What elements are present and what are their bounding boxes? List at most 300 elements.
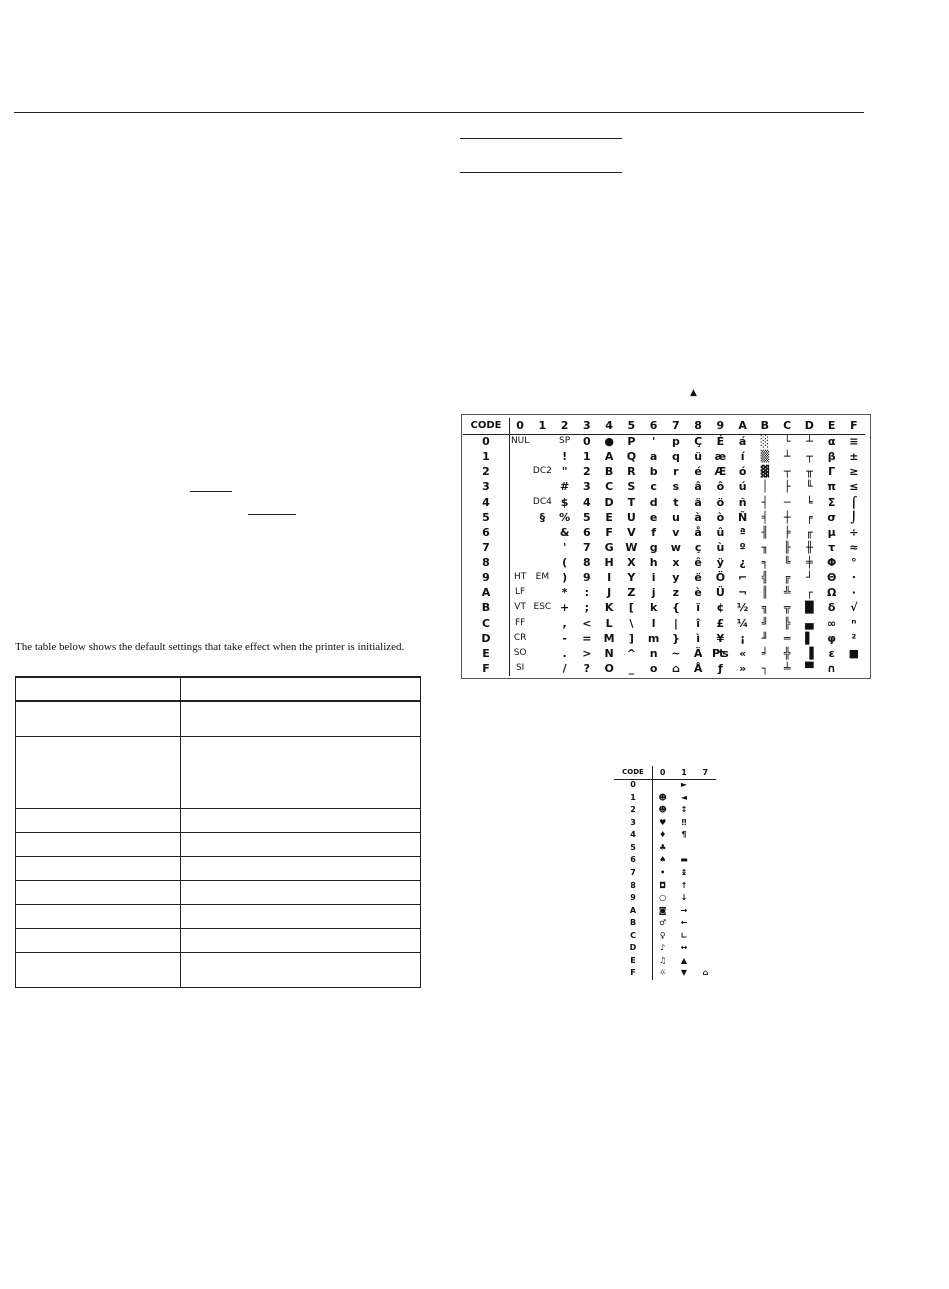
char-cell: k: [649, 601, 658, 615]
char-cell: ▓: [760, 465, 770, 479]
char-cell: ╣: [761, 571, 769, 585]
char-cell: ║: [761, 586, 769, 600]
char-cell: .: [562, 646, 567, 660]
char-cell: LF: [515, 587, 526, 598]
char-cell: <: [582, 616, 592, 630]
char-cell: _: [628, 661, 635, 675]
char-cell: ↨: [680, 867, 688, 877]
char-cell: ù: [716, 540, 725, 554]
blank-line-1: [460, 138, 622, 139]
char-cell: o: [649, 661, 658, 675]
char-cell: a: [649, 450, 658, 464]
char-cell: (: [562, 556, 568, 569]
column-header-2: 2: [560, 419, 569, 432]
char-cell: ►: [680, 780, 688, 789]
char-cell: [: [628, 601, 634, 615]
char-cell: ⌡: [850, 510, 858, 524]
char-cell: ': [562, 540, 567, 554]
char-cell: ♣: [659, 842, 667, 852]
char-cell: %: [559, 510, 571, 524]
char-cell: &: [559, 525, 570, 539]
char-cell: ╕: [761, 556, 769, 569]
row-code-c: C: [481, 616, 491, 630]
char-cell: ä: [694, 495, 702, 509]
row-code-7: 7: [482, 540, 490, 554]
char-cell: ▼: [680, 968, 688, 978]
char-cell: p: [671, 435, 680, 448]
char-cell: R: [627, 465, 636, 479]
char-cell: ₧: [712, 646, 729, 660]
char-cell: u: [671, 510, 680, 524]
row-code-3: 3: [630, 817, 636, 827]
char-cell: ‼: [681, 817, 687, 827]
char-cell: W: [625, 540, 638, 554]
char-cell: ç: [694, 540, 702, 554]
char-cell: !: [562, 450, 568, 464]
table-row: [16, 832, 421, 856]
char-cell: +: [560, 601, 570, 615]
char-cell: ≤: [849, 480, 859, 494]
char-cell: ÷: [849, 525, 859, 539]
column-header-b: B: [760, 419, 770, 432]
char-cell: ö: [716, 495, 725, 509]
char-cell: ┴: [783, 450, 791, 464]
table-row: [16, 808, 421, 832]
char-cell: m: [647, 631, 660, 645]
column-header-f: F: [850, 419, 858, 432]
char-cell: Æ: [714, 465, 727, 479]
char-cell: ╒: [806, 510, 813, 524]
char-cell: ²: [851, 631, 857, 645]
char-cell: ♀: [659, 930, 666, 940]
char-cell: ╟: [783, 540, 791, 554]
row-code-9: 9: [630, 893, 636, 903]
char-cell: ∟: [680, 930, 688, 940]
char-cell: ╡: [761, 510, 769, 524]
row-code-b: B: [629, 918, 637, 928]
char-cell: F: [605, 525, 613, 539]
char-cell: ï: [696, 601, 701, 615]
row-code-c: C: [630, 930, 636, 940]
char-cell: ╙: [806, 480, 813, 494]
char-cell: à: [694, 510, 702, 524]
char-cell: ê: [694, 556, 702, 569]
char-cell: ○: [659, 893, 667, 903]
row-code-e: E: [482, 646, 490, 660]
char-cell: ': [651, 435, 656, 448]
row-code-f: F: [482, 661, 490, 675]
char-cell: Φ: [826, 556, 837, 569]
char-cell: r: [673, 465, 679, 479]
row-code-1: 1: [630, 792, 636, 802]
blank-line-3: [190, 491, 232, 492]
char-cell: ±: [849, 450, 859, 464]
char-cell: ●: [604, 435, 614, 448]
char-cell: n: [649, 646, 658, 660]
char-cell: ½: [736, 601, 749, 615]
char-cell: B: [604, 465, 614, 479]
char-cell: ô: [716, 480, 725, 494]
char-cell: ├: [783, 480, 791, 494]
char-cell: └: [783, 435, 791, 448]
char-cell: V: [627, 525, 636, 539]
char-cell: ═: [783, 631, 791, 645]
char-cell: å: [694, 525, 702, 539]
column-header-c: C: [783, 419, 792, 432]
char-cell: 1: [583, 450, 591, 464]
row-code-4: 4: [482, 495, 490, 509]
row-code-8: 8: [630, 880, 636, 890]
char-cell: ▐: [805, 646, 814, 660]
char-cell: ¬: [738, 586, 748, 600]
char-cell: ⌠: [850, 495, 858, 509]
char-cell: ∞: [827, 616, 837, 630]
char-cell: T: [627, 495, 636, 509]
row-code-9: 9: [482, 571, 490, 585]
char-cell: E: [605, 510, 613, 524]
char-cell: VT: [514, 602, 526, 613]
char-cell: ╢: [761, 525, 769, 539]
char-cell: ╬: [783, 646, 791, 660]
column-header-0: 0: [516, 419, 524, 432]
char-cell: ▒: [760, 450, 770, 464]
char-cell: ?: [583, 661, 591, 675]
char-cell: ESC: [533, 602, 552, 613]
char-cell: ó: [738, 465, 747, 479]
char-cell: y: [672, 571, 680, 585]
row-code-8: 8: [482, 556, 490, 569]
char-cell: ╓: [806, 525, 813, 539]
char-cell: á: [738, 435, 747, 448]
blank-line-4: [248, 514, 296, 515]
char-cell: ¼: [736, 616, 749, 630]
char-cell: δ: [827, 601, 836, 615]
char-cell: ▲: [680, 955, 688, 965]
char-cell: σ: [827, 510, 836, 524]
char-cell: ≈: [849, 540, 859, 554]
char-cell: 2: [583, 465, 591, 479]
row-code-d: D: [629, 943, 637, 953]
column-header-1: 1: [681, 768, 687, 777]
table-row: [16, 904, 421, 928]
row-code-6: 6: [482, 525, 490, 539]
column-header-4: 4: [605, 419, 613, 432]
char-cell: FF: [514, 617, 526, 628]
char-cell: ¢: [716, 601, 725, 615]
char-cell: ←: [680, 918, 688, 928]
char-cell: d: [649, 495, 658, 509]
char-cell: ♂: [659, 918, 667, 928]
char-cell: ╚: [783, 556, 791, 569]
char-cell: ♠: [659, 855, 667, 865]
char-cell: ↕: [680, 805, 688, 815]
char-cell: û: [716, 525, 725, 539]
char-cell: {: [671, 601, 680, 615]
char-cell: 5: [583, 510, 591, 524]
char-cell: ☻: [658, 805, 667, 815]
intro-paragraph: The table below shows the default settings that take effect when the printer is initialized.: [15, 641, 405, 653]
char-cell: ": [561, 465, 568, 479]
char-cell: ─: [783, 495, 791, 509]
char-cell: q: [671, 450, 680, 464]
char-cell: τ: [828, 540, 836, 554]
row-code-1: 1: [482, 450, 490, 464]
char-cell: ╛: [761, 646, 769, 660]
char-cell: /: [562, 661, 567, 675]
table-row: [16, 880, 421, 904]
char-cell: Z: [627, 586, 636, 600]
char-cell: Q: [626, 450, 637, 464]
char-cell: ┬: [783, 465, 791, 479]
char-cell: Y: [627, 571, 636, 585]
char-cell: ♪: [660, 943, 666, 953]
char-cell: G: [604, 540, 614, 554]
char-cell: ♦: [659, 830, 667, 840]
char-cell: ƒ: [717, 661, 723, 675]
char-cell: Ñ: [738, 510, 748, 524]
char-cell: ¡: [740, 631, 746, 645]
table-row: [16, 928, 421, 952]
char-cell: ò: [716, 510, 725, 524]
char-cell: ◘: [659, 880, 667, 890]
char-cell: æ: [714, 450, 727, 464]
char-cell: I: [607, 571, 612, 585]
char-cell: O: [604, 661, 614, 675]
column-header-8: 8: [694, 419, 702, 432]
char-cell: 9: [583, 571, 591, 585]
char-cell: ╩: [783, 586, 791, 600]
column-header-5: 5: [627, 419, 636, 432]
char-cell: ≥: [849, 465, 859, 479]
char-cell: °: [851, 556, 857, 569]
row-code-6: 6: [630, 855, 636, 865]
char-cell: │: [761, 480, 769, 494]
char-cell: ╝: [761, 616, 769, 630]
char-cell: t: [673, 495, 679, 509]
char-cell: █: [805, 601, 814, 615]
char-cell: S: [627, 480, 636, 494]
char-cell: ª: [739, 525, 746, 539]
char-cell: Ä: [693, 646, 703, 660]
char-cell: j: [651, 586, 656, 600]
char-cell: ╪: [806, 556, 813, 569]
char-cell: C: [605, 480, 614, 494]
char-cell: f: [651, 525, 657, 539]
char-cell: ↓: [680, 893, 688, 903]
char-cell: x: [672, 556, 680, 569]
char-cell: ╧: [783, 661, 791, 675]
control-character-table: [614, 766, 716, 980]
char-cell: ╖: [761, 540, 769, 554]
char-cell: U: [626, 510, 636, 524]
char-cell: DC2: [532, 466, 552, 477]
char-cell: 7: [583, 540, 591, 554]
char-cell: ■: [848, 646, 860, 660]
char-cell: HT: [513, 572, 527, 583]
table-row: [16, 736, 421, 808]
char-cell: α: [827, 435, 836, 448]
char-cell: ╔: [783, 571, 791, 585]
char-cell: }: [671, 631, 680, 645]
char-cell: ▄: [805, 616, 814, 630]
row-code-f: F: [630, 968, 636, 978]
char-cell: D: [604, 495, 614, 509]
char-cell: h: [649, 556, 658, 569]
char-cell: H: [604, 556, 614, 569]
char-cell: ^: [626, 646, 636, 660]
char-cell: î: [696, 616, 701, 630]
char-cell: -: [562, 631, 567, 645]
default-settings-table: [15, 676, 421, 988]
char-cell: ┴: [806, 435, 813, 448]
char-cell: ☼: [659, 968, 667, 978]
char-cell: ▀: [805, 661, 814, 675]
char-cell: è: [694, 586, 702, 600]
char-cell: 6: [583, 525, 591, 539]
char-cell: →: [680, 905, 688, 915]
char-cell: π: [827, 480, 836, 494]
table-row: [16, 701, 421, 736]
char-cell: Σ: [827, 495, 836, 509]
char-cell: SO: [513, 647, 527, 658]
char-cell: DC4: [532, 496, 552, 507]
char-cell: ·: [851, 586, 856, 600]
char-cell: z: [672, 586, 680, 600]
row-code-b: B: [481, 601, 491, 615]
char-cell: X: [627, 556, 636, 569]
row-code-e: E: [630, 955, 636, 965]
char-cell: \: [629, 616, 634, 630]
char-cell: N: [604, 646, 614, 660]
char-cell: 3: [583, 480, 591, 494]
char-cell: ↔: [680, 943, 688, 953]
row-code-2: 2: [482, 465, 490, 479]
column-header-7: 7: [702, 768, 709, 777]
char-cell: Θ: [826, 571, 837, 585]
char-cell: v: [672, 525, 680, 539]
char-cell: ⁿ: [851, 616, 857, 630]
char-cell: ñ: [738, 495, 747, 509]
char-cell: Å: [693, 661, 703, 675]
char-cell: SP: [559, 436, 571, 446]
char-cell: ú: [738, 480, 747, 494]
char-cell: ┬: [806, 450, 813, 464]
char-cell: :: [584, 586, 590, 600]
row-code-2: 2: [630, 805, 636, 815]
char-cell: J: [607, 586, 612, 600]
row-code-4: 4: [630, 830, 636, 840]
char-cell: A: [604, 450, 614, 464]
char-cell: ≡: [849, 435, 859, 448]
char-cell: c: [650, 480, 657, 494]
char-cell: é: [694, 465, 702, 479]
char-cell: Γ: [828, 465, 836, 479]
char-cell: ü: [694, 450, 703, 464]
row-code-7: 7: [630, 867, 636, 877]
char-cell: ╦: [783, 601, 791, 615]
char-cell: 4: [583, 495, 591, 509]
char-cell: NUL: [510, 436, 530, 446]
char-cell: í: [740, 450, 745, 464]
caret-mark: ▲: [690, 388, 697, 398]
char-cell: ▌: [805, 631, 814, 645]
char-cell: É: [716, 435, 725, 448]
char-cell: ì: [696, 631, 701, 645]
char-cell: ╥: [806, 465, 813, 479]
char-cell: •: [660, 867, 666, 877]
char-cell: £: [716, 616, 725, 630]
char-cell: φ: [827, 631, 836, 645]
char-cell: >: [582, 646, 592, 660]
column-header-6: 6: [649, 419, 658, 432]
char-cell: §: [539, 510, 546, 524]
char-cell: EM: [535, 572, 550, 583]
char-cell: ◙: [658, 905, 667, 915]
char-cell: ¶: [681, 830, 687, 840]
char-cell: ╞: [783, 525, 791, 539]
row-code-a: A: [629, 905, 637, 915]
char-cell: *: [561, 586, 568, 600]
char-cell: ∙: [851, 571, 856, 585]
char-cell: Ω: [826, 586, 837, 600]
header-rule: [14, 112, 864, 113]
char-cell: ┼: [783, 510, 791, 524]
char-cell: ⌂: [671, 661, 680, 675]
char-cell: ¥: [716, 631, 725, 645]
row-code-d: D: [481, 631, 491, 645]
char-cell: ░: [760, 435, 770, 448]
char-cell: ╫: [806, 540, 813, 554]
column-header-7: 7: [672, 419, 680, 432]
char-cell: ▬: [680, 855, 688, 865]
char-cell: ⌂: [702, 968, 709, 978]
char-cell: Ç: [694, 435, 703, 448]
char-cell: l: [651, 616, 656, 630]
char-cell: L: [605, 616, 613, 630]
char-cell: ~: [671, 646, 681, 660]
char-cell: 0: [583, 435, 591, 448]
char-cell: »: [739, 661, 747, 675]
char-cell: ╘: [806, 495, 813, 509]
char-cell: ┌: [806, 586, 813, 600]
char-cell: K: [604, 601, 614, 615]
char-cell: =: [582, 631, 592, 645]
char-cell: e: [649, 510, 658, 524]
char-cell: M: [603, 631, 615, 645]
code-header: CODE: [622, 768, 644, 776]
char-cell: ♥: [659, 817, 667, 827]
char-cell: ∩: [827, 661, 837, 675]
row-code-0: 0: [630, 780, 636, 789]
char-cell: ↑: [680, 880, 688, 890]
char-cell: ┤: [761, 495, 769, 509]
table-row: [16, 856, 421, 880]
char-cell: β: [827, 450, 836, 464]
char-cell: s: [672, 480, 680, 494]
column-header-9: 9: [716, 419, 725, 432]
char-cell: ]: [628, 631, 634, 645]
char-cell: P: [627, 435, 636, 448]
char-cell: Ö: [715, 571, 726, 585]
char-cell: ╗: [761, 601, 769, 615]
row-code-3: 3: [482, 480, 490, 494]
char-cell: √: [850, 601, 858, 615]
column-header-0: 0: [659, 768, 666, 777]
blank-line-2: [460, 172, 622, 173]
char-cell: ε: [828, 646, 835, 660]
char-cell: ♫: [659, 955, 667, 965]
char-cell: ☻: [658, 792, 667, 802]
